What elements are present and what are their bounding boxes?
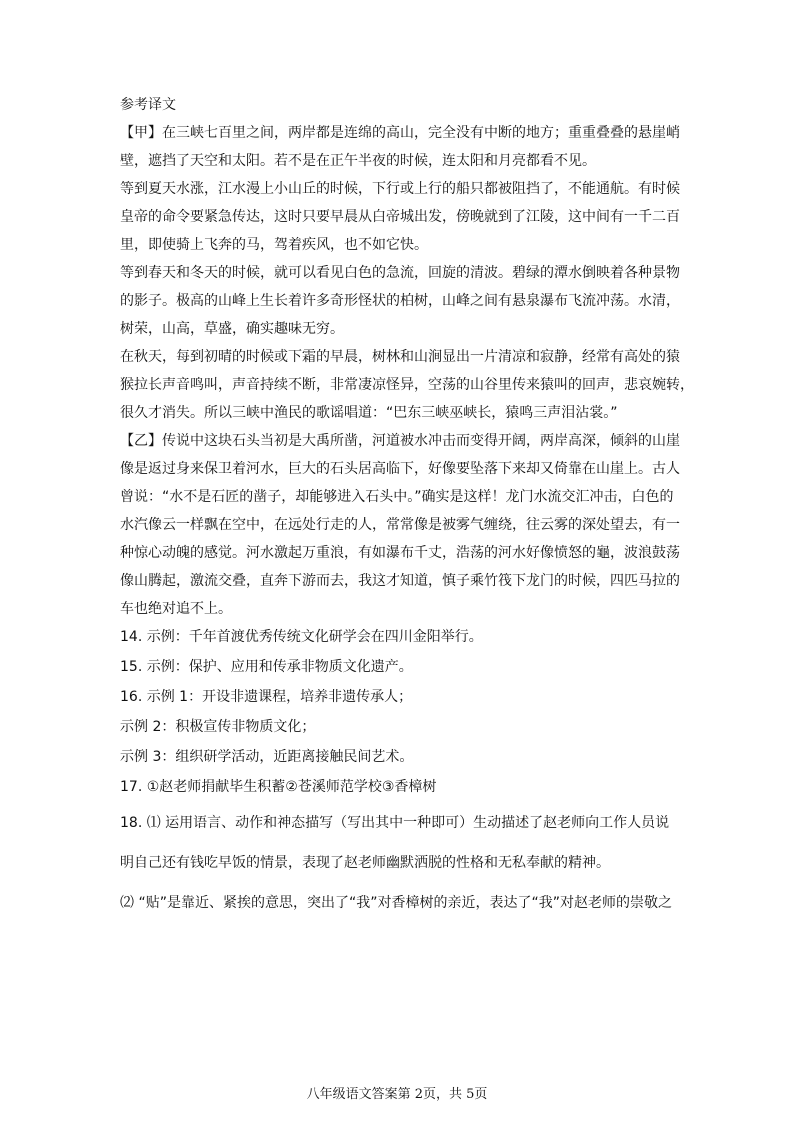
text-line: 里，即使骑上飞奔的马，驾着疾风，也不如它快。 — [120, 237, 428, 253]
section-title: 参考译文 — [120, 97, 176, 113]
text-line: 皇帝的命令要紧急传达，这时只要早晨从白帝城出发，傍晚就到了江陵，这中间有一千二百 — [120, 209, 680, 225]
text-line: 车也绝对追不上。 — [120, 601, 232, 617]
answer-16-example-2: 示例 2：积极宣传非物质文化； — [120, 719, 316, 735]
answer-14: 14. 示例：千年首渡优秀传统文化研学会在四川金阳举行。 — [120, 629, 483, 645]
text-line: 像山腾起，激流交叠，直奔下游而去，我这才知道，慎子乘竹筏下龙门的时候，四匹马拉的 — [120, 573, 680, 589]
text-line: 【甲】在三峡七百里之间，两岸都是连绵的高山，完全没有中断的地方；重重叠叠的悬崖峭 — [120, 125, 680, 141]
text-line: 的影子。极高的山峰上生长着许多奇形怪状的柏树，山峰之间有悬泉瀑布飞流冲荡。水清， — [120, 293, 680, 309]
text-line: 树荣，山高，草盛，确实趣味无穷。 — [120, 321, 344, 337]
answer-16-example-1: 16. 示例 1：开设非遗课程，培养非遗传承人； — [120, 689, 413, 705]
text-line: 像是返过身来保卫着河水，巨大的石头居高临下，好像要坠落下来却又倚靠在山崖上。古人 — [120, 461, 680, 477]
answer-17: 17. ①赵老师捐献毕生积蓄②苍溪师范学校③香樟树 — [120, 779, 437, 795]
text-line: 很久才消失。所以三峡中渔民的歌谣唱道：“巴东三峡巫峡长，猿鸣三声泪沾裳。” — [120, 405, 618, 421]
page-footer: 八年级语文答案第 2页，共 5页 — [306, 1087, 488, 1102]
answer-18-part-2-line-1: ⑵ “贴”是靠近、紧挨的意思，突出了“我”对香樟树的亲近，表达了“我”对赵老师的崇敬之 — [120, 895, 672, 911]
paragraph-jia-2 — [120, 180, 685, 254]
answer-15: 15. 示例：保护、应用和传承非物质文化遗产。 — [120, 659, 413, 675]
paragraph-jia-1 — [120, 124, 685, 170]
text-line: 种惊心动魄的感觉。河水激起万重浪，有如瀑布千丈，浩荡的河水好像愤怒的龜，波浪鼓荡 — [120, 545, 680, 561]
paragraph-jia-3 — [120, 264, 685, 338]
answer-18-part-1-line-2: 明自己还有钱吃早饭的情景，表现了赵老师幽默洒脱的性格和无私奉献的精神。 — [120, 855, 610, 871]
document-body — [120, 96, 694, 934]
text-line: 等到春天和冬天的时候，就可以看见白色的急流，回旋的清波。碧绿的潭水倒映着各种景物 — [120, 265, 680, 281]
text-line: 壁，遮挡了天空和太阳。若不是在正午半夜的时候，连太阳和月亮都看不见。 — [120, 153, 596, 169]
text-line: 在秋天，每到初晴的时候或下霜的早晨，树林和山涧显出一片清凉和寂静，经常有高处的猿 — [120, 349, 680, 365]
text-line: 水汽像云一样飘在空中，在远处行走的人，常常像是被雾气缠绕，往云雾的深处望去，有一 — [120, 517, 680, 533]
answer-18 — [120, 814, 685, 912]
text-line: 等到夏天水涨，江水漫上小山丘的时候，下行或上行的船只都被阻挡了，不能通航。有时候 — [120, 181, 680, 197]
answer-16-example-3: 示例 3：组织研学活动，近距离接触民间艺术。 — [120, 749, 414, 765]
text-line: 【乙】传说中这块石头当初是大禹所凿，河道被水冲击而变得开阔，两岸高深，倾斜的山崖 — [120, 433, 680, 449]
answer-18-part-1-line-1: 18. ⑴ 运用语言、动作和神态描写（写出其中一种即可）生动描述了赵老师向工作人员说 — [120, 815, 670, 831]
text-line: 曾说：“水不是石匠的凿子，却能够进入石头中。”确实是这样！龙门水流交汇冲击，白色的 — [120, 489, 674, 505]
paragraph-yi — [120, 432, 685, 618]
text-line: 猴拉长声音鸣叫，声音持续不断，非常凄凉怪异，空荡的山谷里传来猿叫的回声，悲哀婉转， — [120, 377, 694, 393]
paragraph-jia-4 — [120, 348, 694, 422]
answers-list — [120, 628, 685, 796]
